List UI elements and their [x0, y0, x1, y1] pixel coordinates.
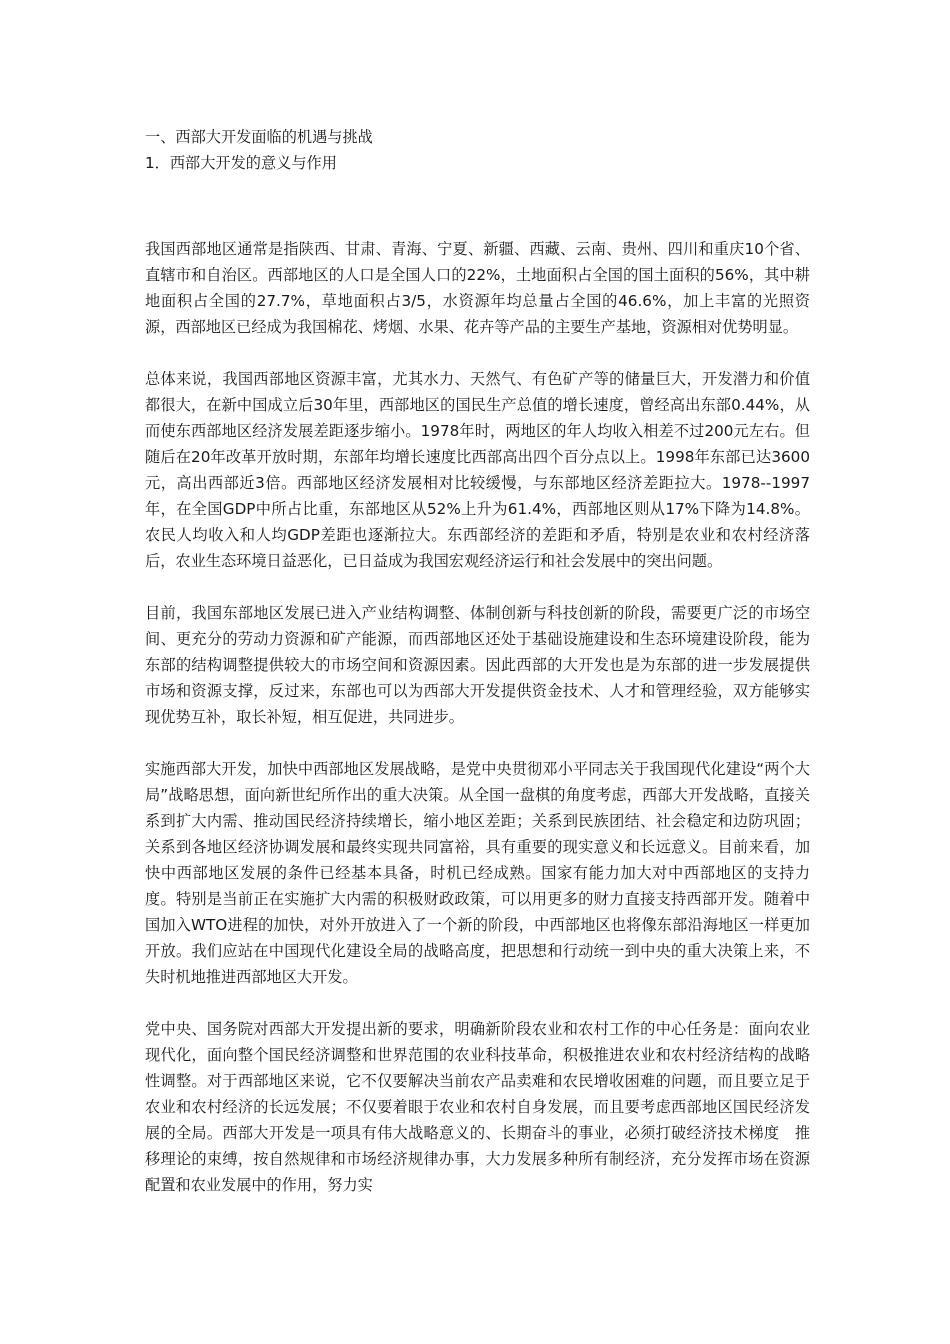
paragraph-strategic-decision: 实施西部大开发，加快中西部地区发展战略，是党中央贯彻邓小平同志关于我国现代化建设“两个大局”战略思想，面向新世纪所作出的重大决策。从全国一盘棋的角度考虑，西部大开发战略，直接关系到扩大内需、推动国民经济持续增长，缩小地区差距；关系到民族团结、社会稳定和边防巩固；关系到各地区经济协调发展和最终实现共同富裕，具有重要的现实意义和长远意义。目前来看，加快中西部地区发展的条件已经基本具备，时机已经成熟。国家有能力加大对中西部地区的支持力度。特别是当前正在实施扩大内需的积极财政政策，可以用更多的财力直接支持西部开发。随着中国加入WTO进程的加快，对外开放进入了一个新的阶段，中西部地区也将像东部沿海地区一样更加开放。我们应站在中国现代化建设全局的战略高度，把思想和行动统一到中央的重大决策上来，不失时机地推进西部地区大开发。 — [145, 760, 810, 986]
heading-spacer — [145, 176, 810, 236]
paragraph-western-region-overview: 我国西部地区通常是指陕西、甘肃、青海、宁夏、新疆、西藏、云南、贵州、四川和重庆10个省、直辖市和自治区。西部地区的人口是全国人口的22%，土地面积占全国的国土面积的56%，其中耕地面积占全国的27.7%，草地面积占3/5，水资源年均总量占全国的46.6%，加上丰富的光照资源，西部地区已经成为我国棉花、烤烟、水果、花卉等产品的主要生产基地，资源相对优势明显。 — [145, 240, 810, 336]
paragraph-new-requirements: 党中央、国务院对西部大开发提出新的要求，明确新阶段农业和农村工作的中心任务是：面向农业现代化，面向整个国民经济调整和世界范围的农业科技革命，积极推进农业和农村经济结构的战略性调整。对于西部地区来说，它不仅要解决当前农产品卖难和农民增收困难的问题，而且要立足于农业和农村经济的长远发展；不仅要着眼于农业和农村自身发展，而且要考虑西部地区国民经济发展的全局。西部大开发是一项具有伟大战略意义的、长期奋斗的事业，必须打破经济技术梯度 推移理论的束缚，按自然规律和市场经济规律办事，大力发展多种所有制经济，充分发挥市场在资源配置和农业发展中的作用，努力实 — [145, 1020, 810, 1194]
document-body — [145, 124, 810, 1224]
paragraph-east-west-gap: 总体来说，我国西部地区资源丰富，尤其水力、天然气、有色矿产等的储量巨大，开发潜力和价值都很大，在新中国成立后30年里，西部地区的国民生产总值的增长速度，曾经高出东部0.44%，从而使东西部地区经济发展差距逐步缩小。1978年时，两地区的年人均收入相差不过200元左右。但随后在20年改革开放时期，东部年均增长速度比西部高出四个百分点以上。1998年东部已达3600元，高出西部近3倍。西部地区经济发展相对比较缓慢，与东部地区经济差距拉大。1978--1997年，在全国GDP中所占比重，东部地区从52%上升为61.4%，西部地区则从17%下降为14.8%。农民人均收入和人均GDP差距也逐渐拉大。东西部经济的差距和矛盾，特别是农业和农村经济落后，农业生态环境日益恶化，已日益成为我国宏观经济运行和社会发展中的突出问题。 — [145, 370, 810, 570]
subsection-heading: 1．西部大开发的意义与作用 — [145, 154, 337, 172]
paragraph-complementary-development: 目前，我国东部地区发展已进入产业结构调整、体制创新与科技创新的阶段，需要更广泛的市场空间、更充分的劳动力资源和矿产能源，而西部地区还处于基础设施建设和生态环境建设阶段，能为东部的结构调整提供较大的市场空间和资源因素。因此西部的大开发也是为东部的进一步发展提供市场和资源支撑，反过来，东部也可以为西部大开发提供资金技术、人才和管理经验，双方能够实现优势互补，取长补短，相互促进，共同进步。 — [145, 604, 810, 726]
section-heading: 一、西部大开发面临的机遇与挑战 — [145, 128, 373, 146]
